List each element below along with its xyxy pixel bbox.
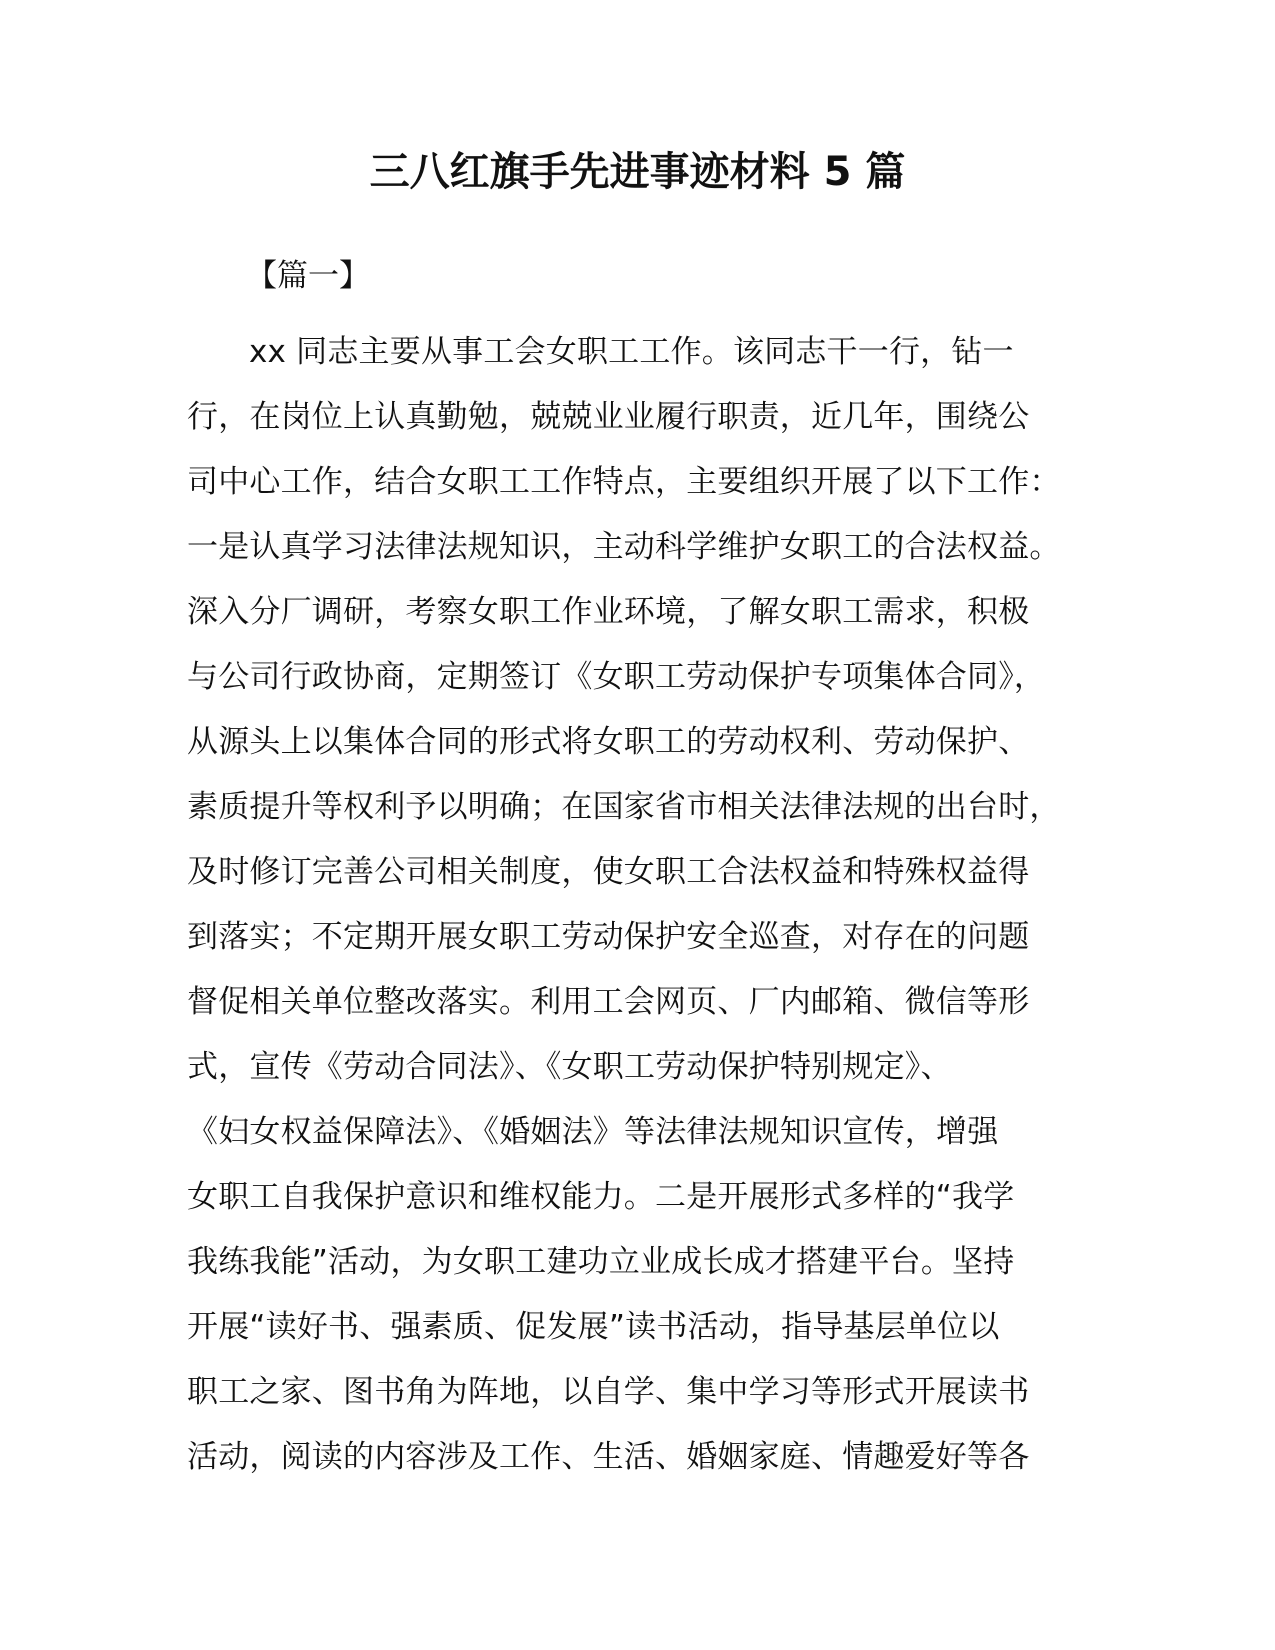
body-line: 活动，阅读的内容涉及工作、生活、婚姻家庭、情趣爱好等各 [187, 1439, 1030, 1475]
section-heading: 【篇一】 [246, 258, 370, 294]
body-line: 与公司行政协商，定期签订《女职工劳动保护专项集体合同》， [187, 659, 1046, 695]
body-line: 行，在岗位上认真勤勉，兢兢业业履行职责，近几年，围绕公 [187, 399, 1030, 435]
body-line: xx 同志主要从事工会女职工工作。该同志干一行，钻一 [249, 334, 1014, 370]
body-text [187, 320, 1107, 1490]
body-line: 督促相关单位整改落实。利用工会网页、厂内邮箱、微信等形 [187, 984, 1030, 1020]
body-line: 深入分厂调研，考察女职工作业环境，了解女职工需求，积极 [187, 594, 1030, 630]
body-line: 式，宣传《劳动合同法》、《女职工劳动保护特别规定》、 [187, 1049, 952, 1085]
body-line: 开展“读好书、强素质、促发展”读书活动，指导基层单位以 [187, 1309, 1000, 1345]
body-line: 一是认真学习法律法规知识，主动科学维护女职工的合法权益。 [187, 529, 1061, 565]
body-line: 司中心工作，结合女职工工作特点，主要组织开展了以下工作： [187, 464, 1061, 500]
document-title: 三八红旗手先进事迹材料 5 篇 [369, 149, 906, 195]
body-line: 从源头上以集体合同的形式将女职工的劳动权利、劳动保护、 [187, 724, 1030, 760]
body-line: 我练我能”活动，为女职工建功立业成长成才搭建平台。坚持 [187, 1244, 1015, 1280]
body-line: 女职工自我保护意识和维权能力。二是开展形式多样的“我学 [187, 1179, 1015, 1215]
body-line: 《妇女权益保障法》、《婚姻法》等法律法规知识宣传，增强 [187, 1114, 999, 1150]
body-line: 职工之家、图书角为阵地，以自学、集中学习等形式开展读书 [187, 1374, 1030, 1410]
body-line: 及时修订完善公司相关制度，使女职工合法权益和特殊权益得 [187, 854, 1030, 890]
body-line: 素质提升等权利予以明确；在国家省市相关法律法规的出台时， [187, 789, 1061, 825]
body-line: 到落实；不定期开展女职工劳动保护安全巡查，对存在的问题 [187, 919, 1030, 955]
